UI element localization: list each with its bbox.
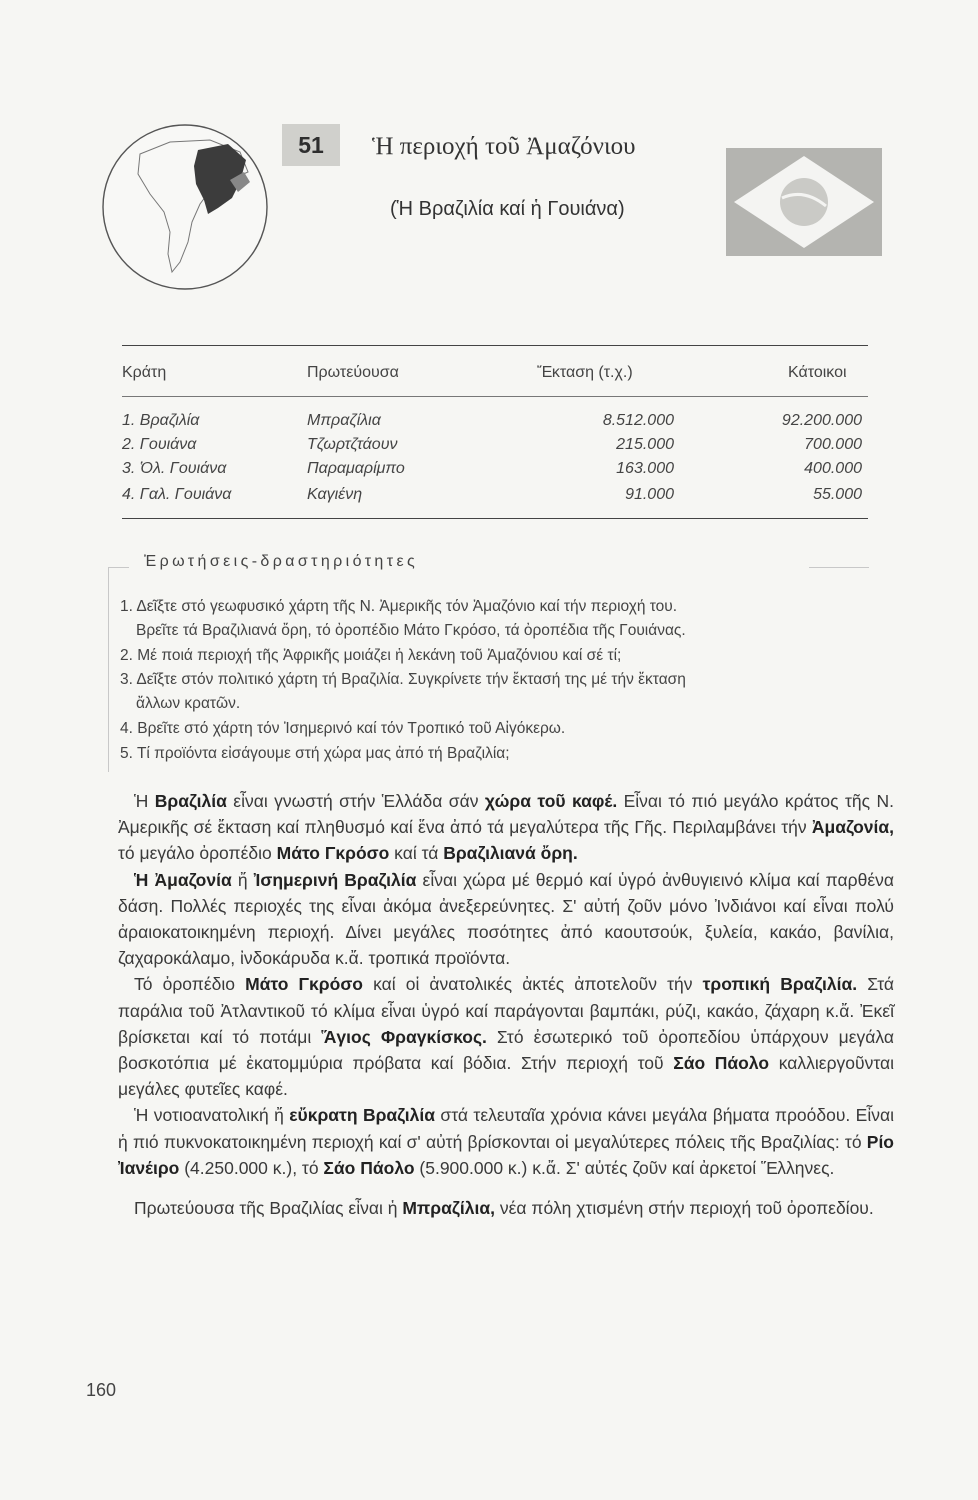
- south-america-globe-icon: [100, 122, 270, 292]
- table-cell-capital: Τζωρτζτάουν: [307, 436, 398, 453]
- table-cell-population: 700.000: [804, 436, 862, 453]
- paragraph: Ἡ νοτιοανατολική ἤ εὔκρατη Βραζιλία στά τελευταῖα χρόνια κάνει μεγάλα βήματα προόδου. Εἶναι ἡ πιό πυκνοκατοικημένη περιοχή καί σ' αὐτή βρίσκονται οἱ μεγαλύτερες πόλεις τῆς Βραζιλίας: τό Ρίο Ἰανέιρο (4.250.000 κ.), τό Σάο Πάολο (5.900.000 κ.) κ.ἄ. Σ' αὐτές ζοῦν καί ἀρκετοί Ἕλληνες.: [118, 1105, 894, 1178]
- paragraph: Τό ὀροπέδιο Μάτο Γκρόσο καί οἱ ἀνατολικές ἀκτές ἀποτελοῦν τήν τροπική Βραζιλία. Στά παράλια τοῦ Ἀτλαντικοῦ τό κλίμα εἶναι ὑγρό καί παράγονται βαμπάκι, ρύζι, κακάο, ζάχαρη κ.ἄ. Ἐκεῖ βρίσκεται καί τό ποτάμι Ἅγιος Φραγκίσκος. Στό ἐσωτερικό τοῦ ὀροπεδίου ὑπάρχουν μεγάλα βοσκοτόπια μέ ἑκατομμύρια πρόβατα καί βόδια. Στήν περιοχή τοῦ Σάο Πάολο καλλιεργοῦνται μεγάλες φυτεῖες καφέ.: [118, 974, 895, 1100]
- paragraph: Ἡ Ἀμαζονία ἤ Ἰσημερινή Βραζιλία εἶναι χώρα μέ θερμό καί ὑγρό ἀνθυγιεινό κλίμα καί παρθένα δάση. Πολλές περιοχές της εἶναι ἀκόμα ἀνεξερεύνητες. Σ' αὐτή ζοῦν μόνο Ἰνδιάνοι καί εἶναι πολύ ἀραιοκατοικημένη περιοχή. Δίνει μεγάλες ποσότητες ἀπό καουτσούκ, ξυλεία, κακάο, βανίλια, ζαχαροκάλαμο, ἰνδοκάρυδα κ.ἄ. τροπικά προϊόντα.: [118, 869, 894, 969]
- col-header-state: Κράτη: [122, 364, 167, 381]
- page-number: 160: [86, 1380, 117, 1400]
- table-cell-area: 215.000: [616, 436, 674, 453]
- question-item: Βρεῖτε τά Βραζιλιανά ὄρη, τό ὀροπέδιο Μάτο Γκρόσο, τά ὀροπέδια τῆς Γουιάνας.: [136, 622, 686, 639]
- table-cell-state: 2. Γουιάνα: [122, 436, 197, 453]
- paragraph: Ἡ Βραζιλία εἶναι γνωστή στήν Ἑλλάδα σάν χώρα τοῦ καφέ. Εἶναι τό πιό μεγάλο κράτος τῆς Ν. Ἀμερικῆς σέ ἔκταση καί πληθυσμό καί ἕνα ἀπό τά μεγαλύτερα τῆς Γῆς. Περιλαμβάνει τήν Ἀμαζονία, τό μεγάλο ὀροπέδιο Μάτο Γκρόσο καί τά Βραζιλιανά ὄρη.: [118, 791, 894, 864]
- table-cell-population: 400.000: [804, 460, 862, 477]
- col-header-area: Ἔκταση (τ.χ.): [537, 364, 633, 381]
- table-cell-state: 3. Ὁλ. Γουιάνα: [122, 460, 227, 477]
- table-cell-population: 55.000: [813, 486, 862, 503]
- brazil-flag-icon: [726, 148, 882, 256]
- table-bottom-rule: [122, 518, 868, 519]
- table-top-rule: [122, 345, 868, 346]
- question-item: 3. Δεῖξτε στόν πολιτικό χάρτη τή Βραζιλία. Συγκρίνετε τήν ἔκτασή της μέ τήν ἔκταση: [120, 671, 686, 688]
- table-cell-capital: Καγιένη: [307, 486, 363, 503]
- lesson-number: 51: [282, 124, 340, 166]
- question-item: 4. Βρεῖτε στό χάρτη τόν Ἰσημερινό καί τόν Τροπικό τοῦ Αἰγόκερω.: [120, 720, 566, 737]
- questions-heading: Ἐρωτήσεις-δραστηριότητες: [140, 553, 422, 571]
- col-header-capital: Πρωτεύουσα: [307, 364, 399, 381]
- body-text: [118, 788, 894, 1221]
- table-cell-area: 163.000: [616, 460, 674, 477]
- question-item: ἄλλων κρατῶν.: [136, 695, 241, 712]
- table-cell-area: 8.512.000: [602, 412, 674, 429]
- table-cell-capital: Παραμαρίμπο: [307, 460, 405, 477]
- page-subtitle: (Ἡ Βραζιλία καί ἡ Γουιάνα): [390, 198, 625, 220]
- question-item: 1. Δεῖξτε στό γεωφυσικό χάρτη τῆς Ν. Ἀμερικῆς τόν Ἀμαζόνιο καί τήν περιοχή του.: [120, 598, 678, 615]
- question-item: 5. Τί προϊόντα εἰσάγουμε στή χώρα μας ἀπό τή Βραζιλία;: [120, 745, 510, 762]
- col-header-population: Κάτοικοι: [788, 364, 847, 381]
- table-header-rule: [122, 396, 868, 397]
- table-cell-state: 4. Γαλ. Γουιάνα: [122, 486, 232, 503]
- question-item: 2. Μέ ποιά περιοχή τῆς Ἀφρικῆς μοιάζει ἡ λεκάνη τοῦ Ἀμαζόνιου καί σέ τί;: [120, 647, 622, 664]
- paragraph: Πρωτεύουσα τῆς Βραζιλίας εἶναι ἡ Μπραζίλια, νέα πόλη χτισμένη στήν περιοχή τοῦ ὀροπεδίου.: [134, 1198, 874, 1219]
- table-cell-population: 92.200.000: [781, 412, 862, 429]
- table-cell-capital: Μπραζίλια: [307, 412, 381, 429]
- table-cell-area: 91.000: [625, 486, 674, 503]
- table-cell-state: 1. Βραζιλία: [122, 412, 200, 429]
- page-title: Ἡ περιοχή τοῦ Ἀμαζόνιου: [372, 133, 636, 160]
